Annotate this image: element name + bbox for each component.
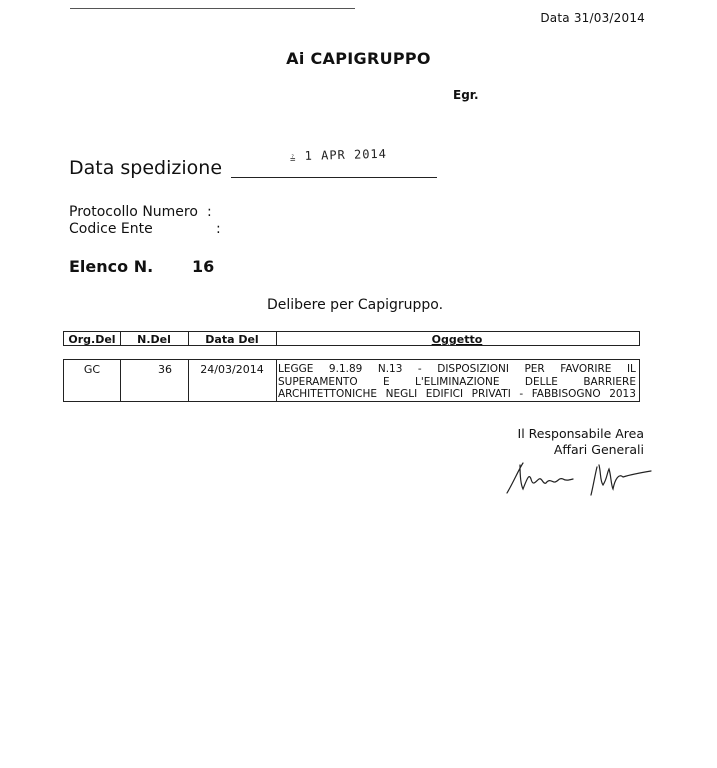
dispatch-label: Data spedizione [69, 157, 223, 179]
column-header-num: N.Del [137, 333, 171, 346]
subject-line [278, 363, 636, 376]
list-label: Elenco N. [69, 257, 154, 276]
subject-word: 2013 [609, 388, 636, 400]
column-header-subject: Oggetto [431, 333, 483, 346]
column-header-date: Data Del [205, 333, 259, 346]
column-divider [276, 360, 277, 401]
top-rule [70, 8, 355, 9]
list-subtitle: Delibere per Capigruppo. [267, 297, 444, 313]
subject-word: FABBISOGNO [531, 388, 601, 400]
signatory-role-line1: Il Responsabile Area [517, 426, 644, 441]
cell-date: 24/03/2014 [200, 363, 264, 376]
cell-org: GC [83, 363, 101, 376]
subject-word: ARCHITETTONICHE [278, 388, 378, 400]
entity-label: Codice Ente [69, 221, 153, 237]
subject-word: - [519, 388, 524, 400]
subject-word: E [382, 375, 390, 388]
column-divider [276, 332, 277, 345]
subject-word: DISPOSIZIONI [437, 363, 509, 375]
stamp-mark: ≟ [289, 155, 297, 166]
table-header [63, 331, 640, 346]
subject-word: FAVORIRE [560, 363, 612, 375]
dispatch-stamp [290, 147, 387, 164]
subject-word: N.13 [377, 363, 403, 375]
column-divider [120, 360, 121, 401]
subject-word: IL [626, 363, 636, 375]
column-divider [120, 332, 121, 345]
salutation: Egr. [453, 88, 479, 102]
column-divider [188, 332, 189, 345]
subject-word: - [417, 363, 422, 375]
subject-line [278, 388, 636, 401]
dispatch-line [231, 177, 437, 178]
handwritten-signature [503, 455, 653, 500]
subject-word: 9.1.89 [328, 363, 363, 375]
cell-subject [278, 363, 636, 401]
table-row [63, 359, 640, 402]
signatory-role-line2: Affari Generali [553, 442, 644, 457]
subject-word: DELLE [524, 375, 558, 388]
subject-word: LEGGE [278, 363, 314, 375]
list-number: 16 [192, 257, 215, 276]
subject-word: PRIVATI [471, 388, 511, 400]
subject-word: SUPERAMENTO [278, 375, 358, 388]
recipient-title [0, 49, 717, 68]
stamp-date: 1 APR 2014 [304, 146, 388, 163]
subject-word: BARRIERE [583, 375, 636, 388]
document-date: Data 31/03/2014 [540, 11, 645, 25]
column-divider [188, 360, 189, 401]
entity-colon: : [216, 221, 221, 237]
recipient-text: Ai CAPIGRUPPO [286, 49, 431, 68]
cell-num: 36 [158, 363, 172, 376]
subject-line [278, 376, 636, 389]
subject-word: NEGLI [385, 388, 418, 400]
column-header-org: Org.Del [68, 333, 116, 346]
subject-word: PER [524, 363, 545, 375]
subject-word: EDIFICI [425, 388, 464, 400]
protocol-colon: : [207, 204, 212, 220]
subject-word: L'ELIMINAZIONE [414, 375, 500, 388]
protocol-label: Protocollo Numero [69, 204, 198, 220]
